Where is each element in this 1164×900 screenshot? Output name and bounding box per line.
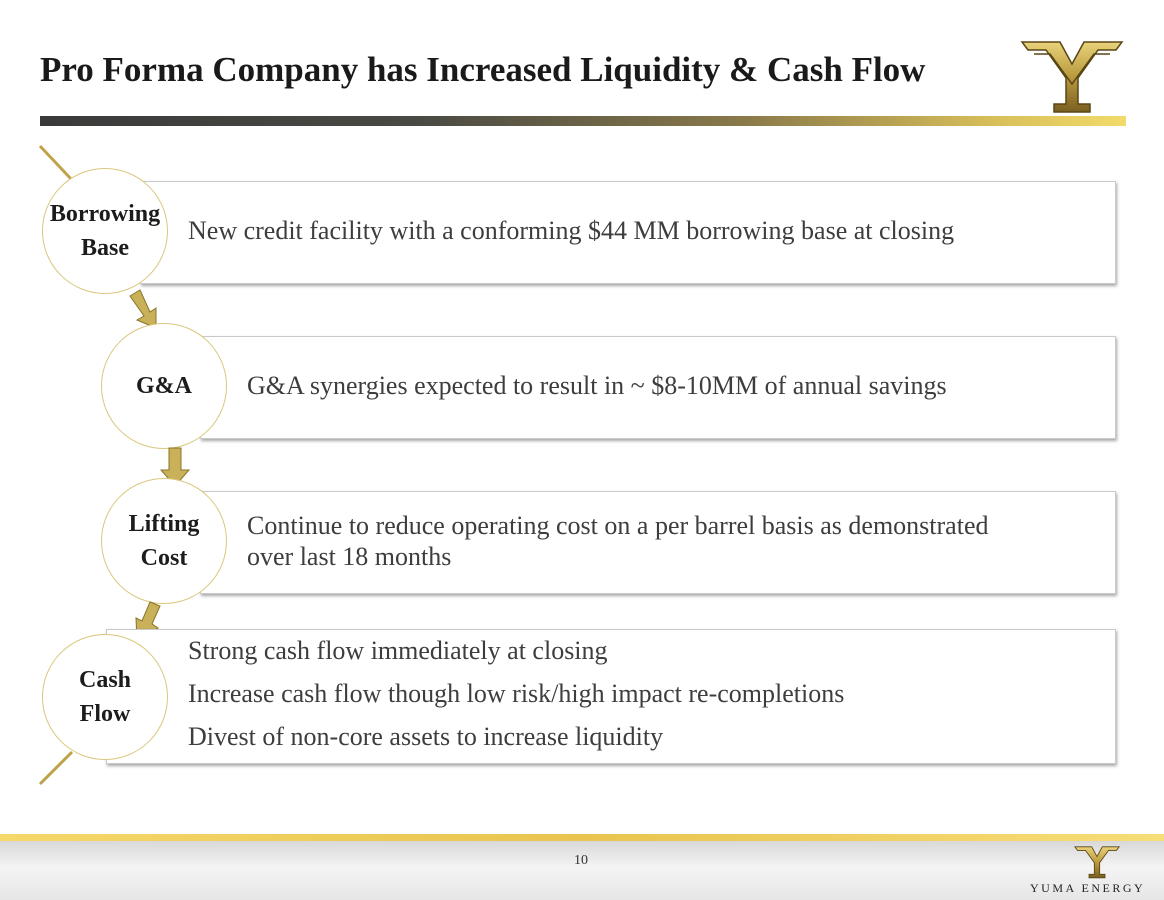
cash-flow-label-line2: Flow xyxy=(79,701,131,727)
cash-flow-circle xyxy=(42,634,168,760)
footer-gold-band xyxy=(0,834,1164,841)
lifting-cost-circle xyxy=(101,478,227,604)
borrowing-base-circle xyxy=(42,168,168,294)
ga-circle xyxy=(101,323,227,449)
lifting-cost-text xyxy=(247,510,988,572)
page-number: 10 xyxy=(574,853,588,868)
cash-flow-bullet-3: Divest of non-core assets to increase liquidity xyxy=(188,722,664,751)
cash-flow-label-line1: Cash xyxy=(78,667,132,693)
cash-flow-bullet-1: Strong cash flow immediately at closing xyxy=(188,636,608,665)
cash-flow-bullet-2: Increase cash flow though low risk/high impact re-completions xyxy=(188,679,845,708)
lifting-cost-text-line1: Continue to reduce operating cost on a per barrel basis as demonstrated xyxy=(247,511,989,540)
footer-brand-name: YUMA ENERGY xyxy=(1030,881,1146,895)
ga-label: G&A xyxy=(136,373,192,399)
borrowing-base-label-line1: Borrowing xyxy=(49,201,161,227)
footer-bar xyxy=(0,841,1164,900)
lifting-cost-label-line2: Cost xyxy=(140,545,188,571)
yuma-y-logo-icon xyxy=(1020,34,1124,114)
borrowing-base-text: New credit facility with a conforming $44 MM borrowing base at closing xyxy=(188,216,955,245)
borrowing-base-label-line2: Base xyxy=(80,235,129,261)
yuma-y-logo-icon xyxy=(1074,843,1120,879)
lifting-cost-label-line1: Lifting xyxy=(128,511,200,537)
ga-text: G&A synergies expected to result in ~ $8-10MM of annual savings xyxy=(247,371,947,400)
title-rule xyxy=(40,116,1126,126)
lifting-cost-text-line2: over last 18 months xyxy=(247,542,452,571)
page-title: Pro Forma Company has Increased Liquidity & Cash Flow xyxy=(40,50,926,89)
